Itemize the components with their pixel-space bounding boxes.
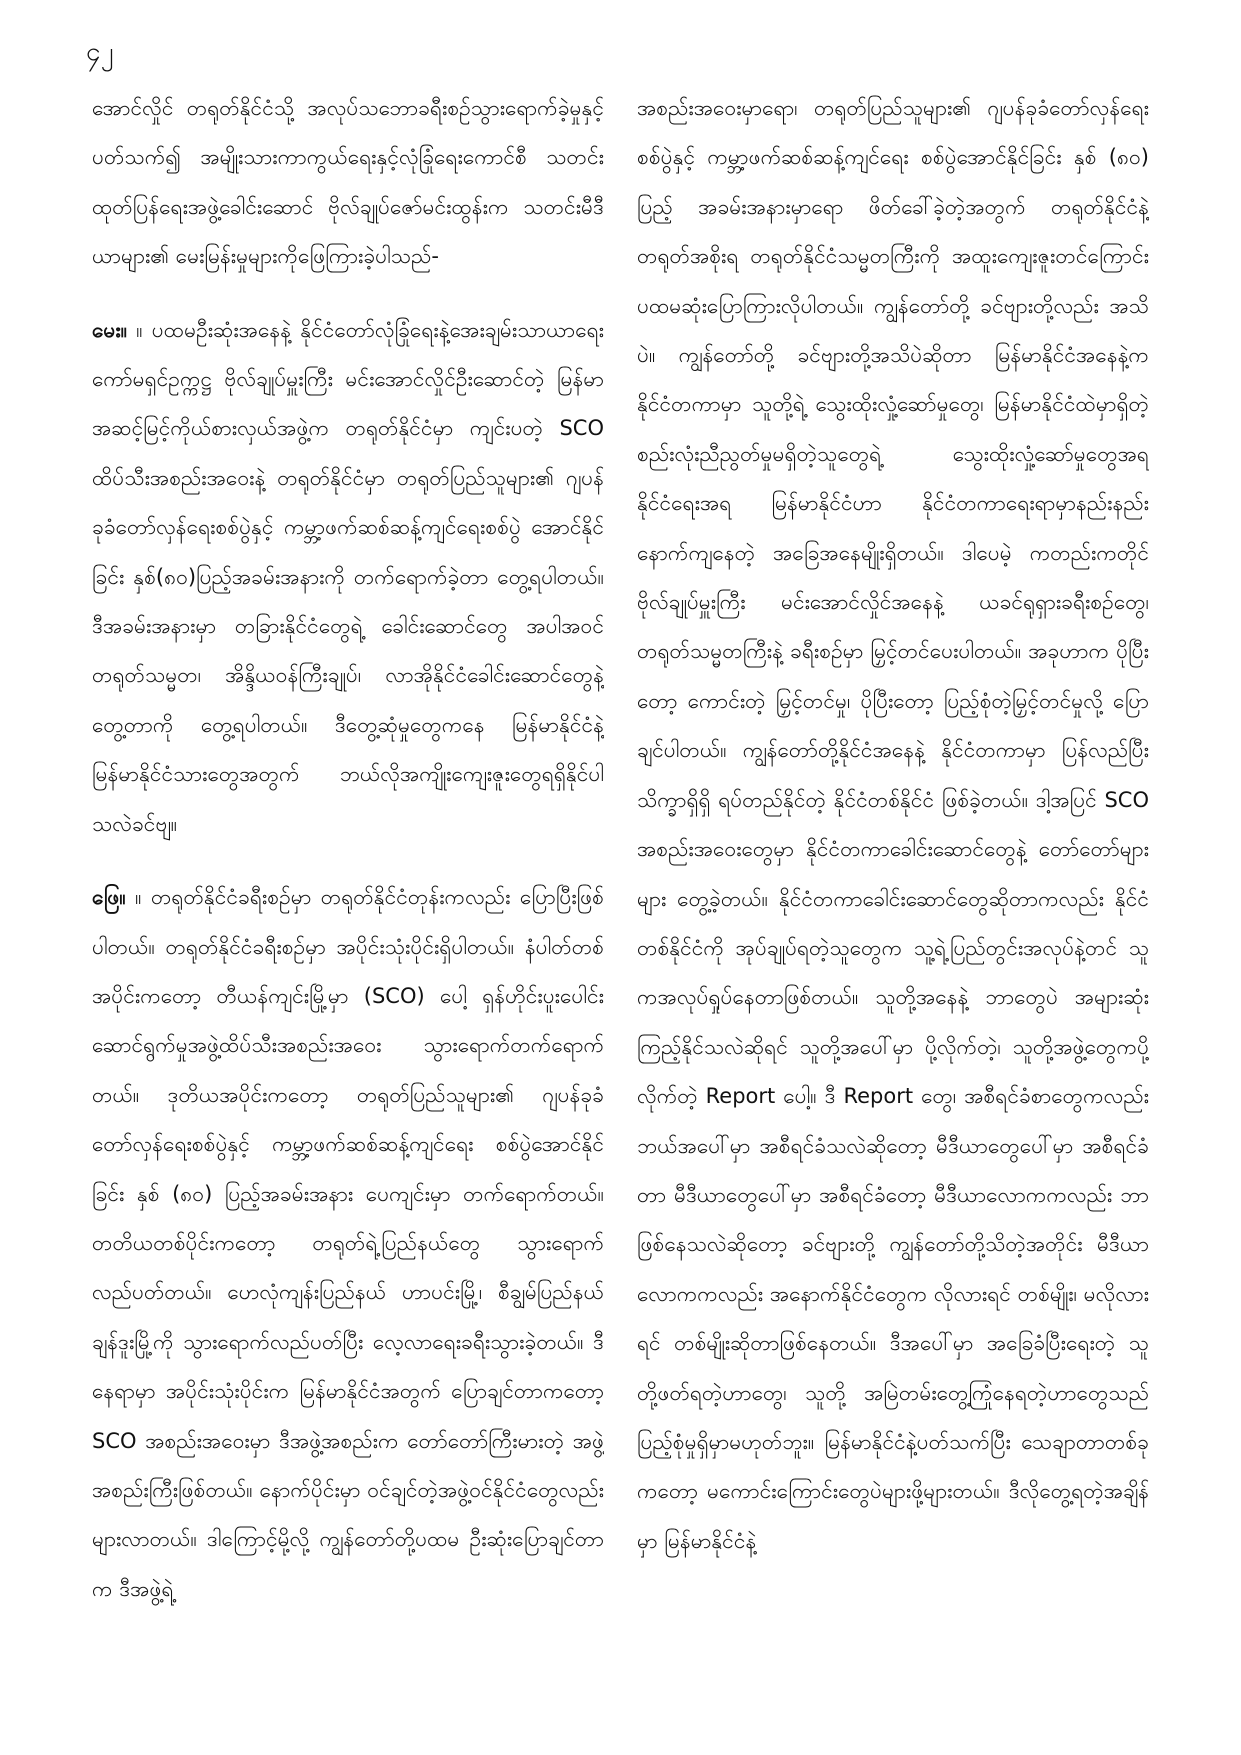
answer-text: ။ တရုတ်နိုင်ငံခရီးစဉ်မှာ တရုတ်နိုင်ငံတုန်းကလည်း ပြောပြီးဖြစ်ပါတယ်။ တရုတ်နိုင်ငံခရီးစဉ်မှာ အပိုင်းသုံးပိုင်းရှိပါတယ်။ နံပါတ်တစ်အပိုင်းကတော့ တီယန်ကျင်းမြို့မှာ (SCO) ပေါ့ ရှန်ဟိုင်းပူးပေါင်းဆောင်ရွက်မှုအဖွဲ့ထိပ်သီးအစည်းအဝေး သွားရောက်တက်ရောက်တယ်။ ဒုတိယအပိုင်းကတော့ တရုတ်ပြည်သူများ၏ ဂျပန်ခုခံတော်လှန်ရေးစစ်ပွဲနှင့် ကမ္ဘာ့ဖက်ဆစ်ဆန့်ကျင်ရေး စစ်ပွဲအောင်နိုင်ခြင်း နှစ် (၈၀) ပြည့်အခမ်းအနား ပေကျင်းမှာ တက်ရောက်တယ်။ တတိယတစ်ပိုင်းကတော့ တရုတ်ရဲ့ပြည်နယ်တွေ သွားရောက်လည်ပတ်တယ်။ ဟေလုံကျန်းပြည်နယ် ဟာပင်းမြို့၊ စီချွမ်ပြည်နယ် ချန်ဒူးမြို့ကို သွားရောက်လည်ပတ်ပြီး လေ့လာရေးခရီးသွားခဲ့တယ်။ ဒီနေရာမှာ အပိုင်းသုံးပိုင်းက မြန်မာနိုင်ငံအတွက် ပြောချင်တာကတော့ SCO အစည်းအဝေးမှာ ဒီအဖွဲ့အစည်းက တော်တော်ကြီးမားတဲ့ အဖွဲ့အစည်းကြီးဖြစ်တယ်။ နောက်ပိုင်းမှာ ဝင်ချင်တဲ့အဖွဲ့ဝင်နိုင်ငံတွေလည်း များလာတယ်။ ဒါကြောင့်မို့လို့ ကျွန်တော်တို့ပထမ ဦးဆုံးပြောချင်တာက ဒီအဖွဲ့ရဲ့ [92, 885, 604, 1601]
question-text: ။ ပထမဦးဆုံးအနေနဲ့ နိုင်ငံတော်လုံခြုံရေးနဲ့အေးချမ်းသာယာရေးကော်မရှင်ဥက္ကဋ္ဌ ဗိုလ်ချုပ်မှူးကြီး မင်းအောင်လှိုင်ဦးဆောင်တဲ့ မြန်မာအဆင့်မြင့်ကိုယ်စားလှယ်အဖွဲ့က တရုတ်နိုင်ငံမှာ ကျင်းပတဲ့ SCO ထိပ်သီးအစည်းအဝေးနဲ့ တရုတ်နိုင်ငံမှာ တရုတ်ပြည်သူများ၏ ဂျပန်ခုခံတော်လှန်ရေးစစ်ပွဲနှင့် ကမ္ဘာ့ဖက်ဆစ်ဆန့်ကျင်ရေးစစ်ပွဲ အောင်နိုင်ခြင်း နှစ်(၈၀)ပြည့်အခမ်းအနားကို တက်ရောက်ခဲ့တာ တွေ့ရပါတယ်။ ဒီအခမ်းအနားမှာ တခြားနိုင်ငံတွေရဲ့ ခေါင်းဆောင်တွေ အပါအဝင် တရုတ်သမ္မတ၊ အိန္ဒိယဝန်ကြီးချုပ်၊ လာအိုနိုင်ငံခေါင်းဆောင်တွေနဲ့ တွေ့တာကို တွေ့ရပါတယ်။ ဒီတွေ့ဆုံမှုတွေကနေ မြန်မာနိုင်ငံနဲ့ မြန်မာနိုင်ငံသားတွေအတွက် ဘယ်လိုအကျိုးကျေးဇူးတွေရရှိနိုင်ပါသလဲခင်ဗျ။ [92, 317, 604, 836]
question-label: မေး။ [92, 317, 128, 342]
page-number: ၄၂ [86, 37, 114, 67]
left-column [92, 84, 604, 1744]
answer-label: ဖြေ။ [92, 885, 126, 910]
question-paragraph [92, 306, 604, 849]
right-column [637, 84, 1149, 1744]
answer-continuation: အစည်းအဝေးမှာရော၊ တရုတ်ပြည်သူများ၏ ဂျပန်ခုခံတော်လှန်ရေးစစ်ပွဲနှင့် ကမ္ဘာ့ဖက်ဆစ်ဆန့်ကျင်ရေး စစ်ပွဲအောင်နိုင်ခြင်း နှစ် (၈၀) ပြည့် အခမ်းအနားမှာရော ဖိတ်ခေါ်ခဲ့တဲ့အတွက် တရုတ်နိုင်ငံနဲ့ တရုတ်အစိုးရ တရုတ်နိုင်ငံသမ္မတကြီးကို အထူးကျေးဇူးတင်ကြောင်း ပထမဆုံးပြောကြားလိုပါတယ်။ ကျွန်တော်တို့ ခင်ဗျားတို့လည်း အသိပဲ။ ကျွန်တော်တို့ ခင်ဗျားတို့အသိပဲဆိုတာ မြန်မာနိုင်ငံအနေနဲ့က နိုင်ငံတကာမှာ သူတို့ရဲ့ သွေးထိုးလှုံ့ဆော်မှုတွေ၊ မြန်မာနိုင်ငံထဲမှာရှိတဲ့ စည်းလုံးညီညွတ်မှုမရှိတဲ့သူတွေရဲ့ သွေးထိုးလှုံ့ဆော်မှုတွေအရ နိုင်ငံရေးအရ မြန်မာနိုင်ငံဟာ နိုင်ငံတကာရေးရာမှာနည်းနည်းနောက်ကျနေတဲ့ အခြေအနေမျိုးရှိတယ်။ ဒါပေမဲ့ ကတည်းကတိုင် ဗိုလ်ချုပ်မှူးကြီး မင်းအောင်လှိုင်အနေနဲ့ ယခင်ရုရှားခရီးစဉ်တွေ၊ တရုတ်သမ္မတကြီးနဲ့ ခရီးစဉ်မှာ မြှင့်တင်ပေးပါတယ်။ အခုဟာက ပိုပြီးတော့ ကောင်းတဲ့ မြှင့်တင်မှု၊ ပိုပြီးတော့ ပြည့်စုံတဲ့မြှင့်တင်မှုလို့ ပြောချင်ပါတယ်။ ကျွန်တော်တို့နိုင်ငံအနေနဲ့ နိုင်ငံတကာမှာ ပြန်လည်ပြီး သိက္ခာရှိရှိ ရပ်တည်နိုင်တဲ့ နိုင်ငံတစ်နိုင်ငံ ဖြစ်ခဲ့တယ်။ ဒါ့အပြင် SCO အစည်းအဝေးတွေမှာ နိုင်ငံတကာခေါင်းဆောင်တွေနဲ့ တော်တော်များများ တွေ့ခဲ့တယ်။ နိုင်ငံတကာခေါင်းဆောင်တွေဆိုတာကလည်း နိုင်ငံတစ်နိုင်ငံကို အုပ်ချုပ်ရတဲ့သူတွေက သူ့ရဲ့ပြည်တွင်းအလုပ်နဲ့တင် သူကအလုပ်ရှုပ်နေတာဖြစ်တယ်။ သူတို့အနေနဲ့ ဘာတွေပဲ အများဆုံးကြည့်နိုင်သလဲဆိုရင် သူတို့အပေါ်မှာ ပို့လိုက်တဲ့၊ သူတို့အဖွဲ့တွေကပို့လိုက်တဲ့ Report ပေါ့။ ဒီ Report တွေ၊ အစီရင်ခံစာတွေကလည်း ဘယ်အပေါ်မှာ အစီရင်ခံသလဲဆိုတော့ မီဒီယာတွေပေါ်မှာ အစီရင်ခံတာ မီဒီယာတွေပေါ်မှာ အစီရင်ခံတော့ မီဒီယာလောကကလည်း ဘာဖြစ်နေသလဲဆိုတော့ ခင်ဗျားတို့ ကျွန်တော်တို့သိတဲ့အတိုင်း မီဒီယာလောကကလည်း အနောက်နိုင်ငံတွေက လိုလားရင် တစ်မျိုး၊ မလိုလားရင် တစ်မျိုးဆိုတာဖြစ်နေတယ်။ ဒီအပေါ်မှာ အခြေခံပြီးရေးတဲ့ သူတို့ဖတ်ရတဲ့ဟာတွေ၊ သူတို့ အမြဲတမ်းတွေ့ကြုံနေရတဲ့ဟာတွေသည် ပြည့်စုံမှုရှိမှာမဟုတ်ဘူး။ မြန်မာနိုင်ငံနဲ့ပတ်သက်ပြီး သေချာတာတစ်ခုကတော့ မကောင်းကြောင်းတွေပဲများဖို့များတယ်။ ဒီလိုတွေ့ရတဲ့အချိန်မှာ မြန်မာနိုင်ငံနဲ့ [637, 96, 1149, 1553]
answer-paragraph [92, 873, 604, 1614]
intro-paragraph: အောင်လှိုင် တရုတ်နိုင်ငံသို့ အလုပ်သဘောခရီးစဉ်သွားရောက်ခဲ့မှုနှင့်ပတ်သက်၍ အမျိုးသားကာကွယ်ရေးနှင့်လုံခြုံရေးကောင်စီ သတင်းထုတ်ပြန်ရေးအဖွဲ့ခေါင်းဆောင် ဗိုလ်ချုပ်ဇော်မင်းထွန်းက သတင်းမီဒီယာများ၏ မေးမြန်းမှုများကိုဖြေကြားခဲ့ပါသည်- [92, 96, 604, 269]
